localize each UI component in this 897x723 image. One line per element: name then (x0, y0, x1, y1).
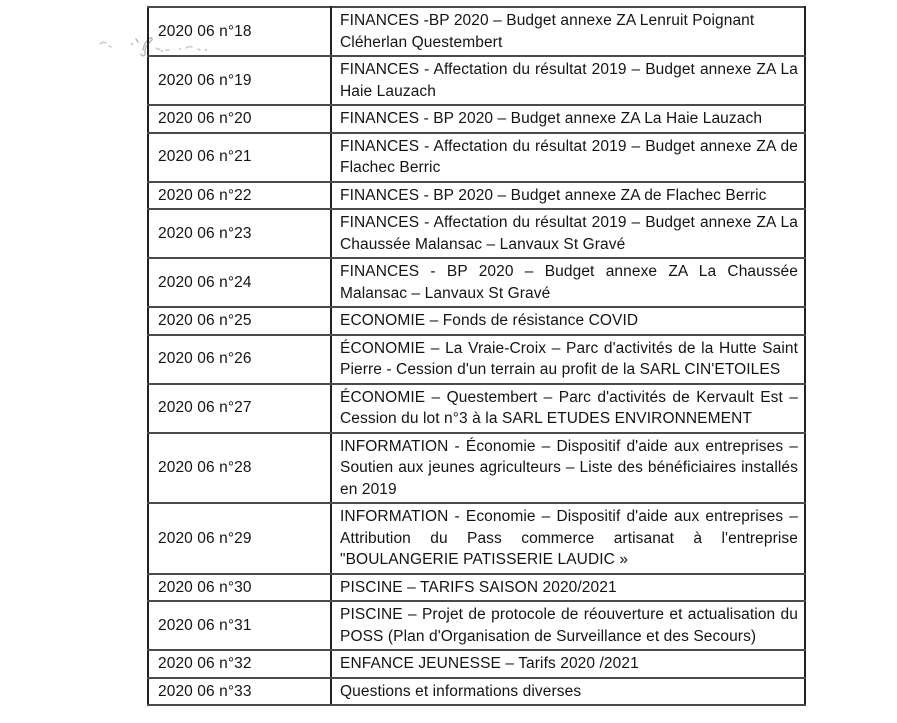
table-row (148, 384, 805, 433)
table-body (148, 7, 805, 705)
deliberation-description: FINANCES - Affectation du résultat 2019 – Budget annexe ZA La Chaussée Malansac – Lanvaux St Gravé (331, 209, 805, 258)
deliberation-description: INFORMATION - Economie – Dispositif d'aide aux entreprises – Attribution du Pass commerce artisanat à l'entreprise "BOULANGERIE PATISSERIE LAUDIC » (331, 503, 805, 574)
deliberation-ref: 2020 06 n°26 (148, 335, 331, 384)
deliberation-ref: 2020 06 n°27 (148, 384, 331, 433)
table-row (148, 133, 805, 182)
deliberation-ref: 2020 06 n°29 (148, 503, 331, 574)
deliberation-description: ENFANCE JEUNESSE – Tarifs 2020 /2021 (331, 650, 805, 678)
table-row (148, 7, 805, 56)
table-row (148, 678, 805, 706)
deliberation-ref: 2020 06 n°31 (148, 601, 331, 650)
table-row (148, 574, 805, 602)
deliberation-description: PISCINE – TARIFS SAISON 2020/2021 (331, 574, 805, 602)
table-row (148, 105, 805, 133)
table-row (148, 182, 805, 210)
deliberation-ref: 2020 06 n°32 (148, 650, 331, 678)
deliberation-ref: 2020 06 n°25 (148, 307, 331, 335)
deliberation-description: ÉCONOMIE – Questembert – Parc d'activités de Kervault Est – Cession du lot n°3 à la SARL ETUDES ENVIRONNEMENT (331, 384, 805, 433)
deliberation-description: ÉCONOMIE – La Vraie-Croix – Parc d'activités de la Hutte Saint Pierre - Cession d'un terrain au profit de la SARL CIN'ETOILES (331, 335, 805, 384)
deliberation-description: FINANCES - BP 2020 – Budget annexe ZA La Chaussée Malansac – Lanvaux St Gravé (331, 258, 805, 307)
table-row (148, 335, 805, 384)
deliberations-table (147, 6, 806, 706)
deliberation-ref: 2020 06 n°18 (148, 7, 331, 56)
deliberation-ref: 2020 06 n°24 (148, 258, 331, 307)
table-row (148, 650, 805, 678)
deliberation-ref: 2020 06 n°33 (148, 678, 331, 706)
deliberation-ref: 2020 06 n°21 (148, 133, 331, 182)
deliberation-description: INFORMATION - Économie – Dispositif d'aide aux entreprises – Soutien aux jeunes agriculteurs – Liste des bénéficiaires installés en 2019 (331, 433, 805, 504)
deliberation-description: FINANCES -BP 2020 – Budget annexe ZA Lenruit Poignant Cléherlan Questembert (331, 7, 805, 56)
deliberation-ref: 2020 06 n°30 (148, 574, 331, 602)
deliberation-description: ECONOMIE – Fonds de résistance COVID (331, 307, 805, 335)
deliberation-ref: 2020 06 n°28 (148, 433, 331, 504)
table-row (148, 209, 805, 258)
table-row (148, 307, 805, 335)
deliberation-description: FINANCES - Affectation du résultat 2019 – Budget annexe ZA La Haie Lauzach (331, 56, 805, 105)
deliberation-description: FINANCES - BP 2020 – Budget annexe ZA de Flachec Berric (331, 182, 805, 210)
deliberation-ref: 2020 06 n°22 (148, 182, 331, 210)
deliberation-ref: 2020 06 n°19 (148, 56, 331, 105)
deliberation-description: FINANCES - BP 2020 – Budget annexe ZA La Haie Lauzach (331, 105, 805, 133)
deliberation-description: Questions et informations diverses (331, 678, 805, 706)
table-row (148, 258, 805, 307)
table-row (148, 433, 805, 504)
deliberation-description: PISCINE – Projet de protocole de réouverture et actualisation du POSS (Plan d'Organisation de Surveillance et des Secours) (331, 601, 805, 650)
table-row (148, 56, 805, 105)
deliberation-ref: 2020 06 n°20 (148, 105, 331, 133)
table-row (148, 503, 805, 574)
deliberation-ref: 2020 06 n°23 (148, 209, 331, 258)
table-row (148, 601, 805, 650)
deliberation-description: FINANCES - Affectation du résultat 2019 – Budget annexe ZA de Flachec Berric (331, 133, 805, 182)
